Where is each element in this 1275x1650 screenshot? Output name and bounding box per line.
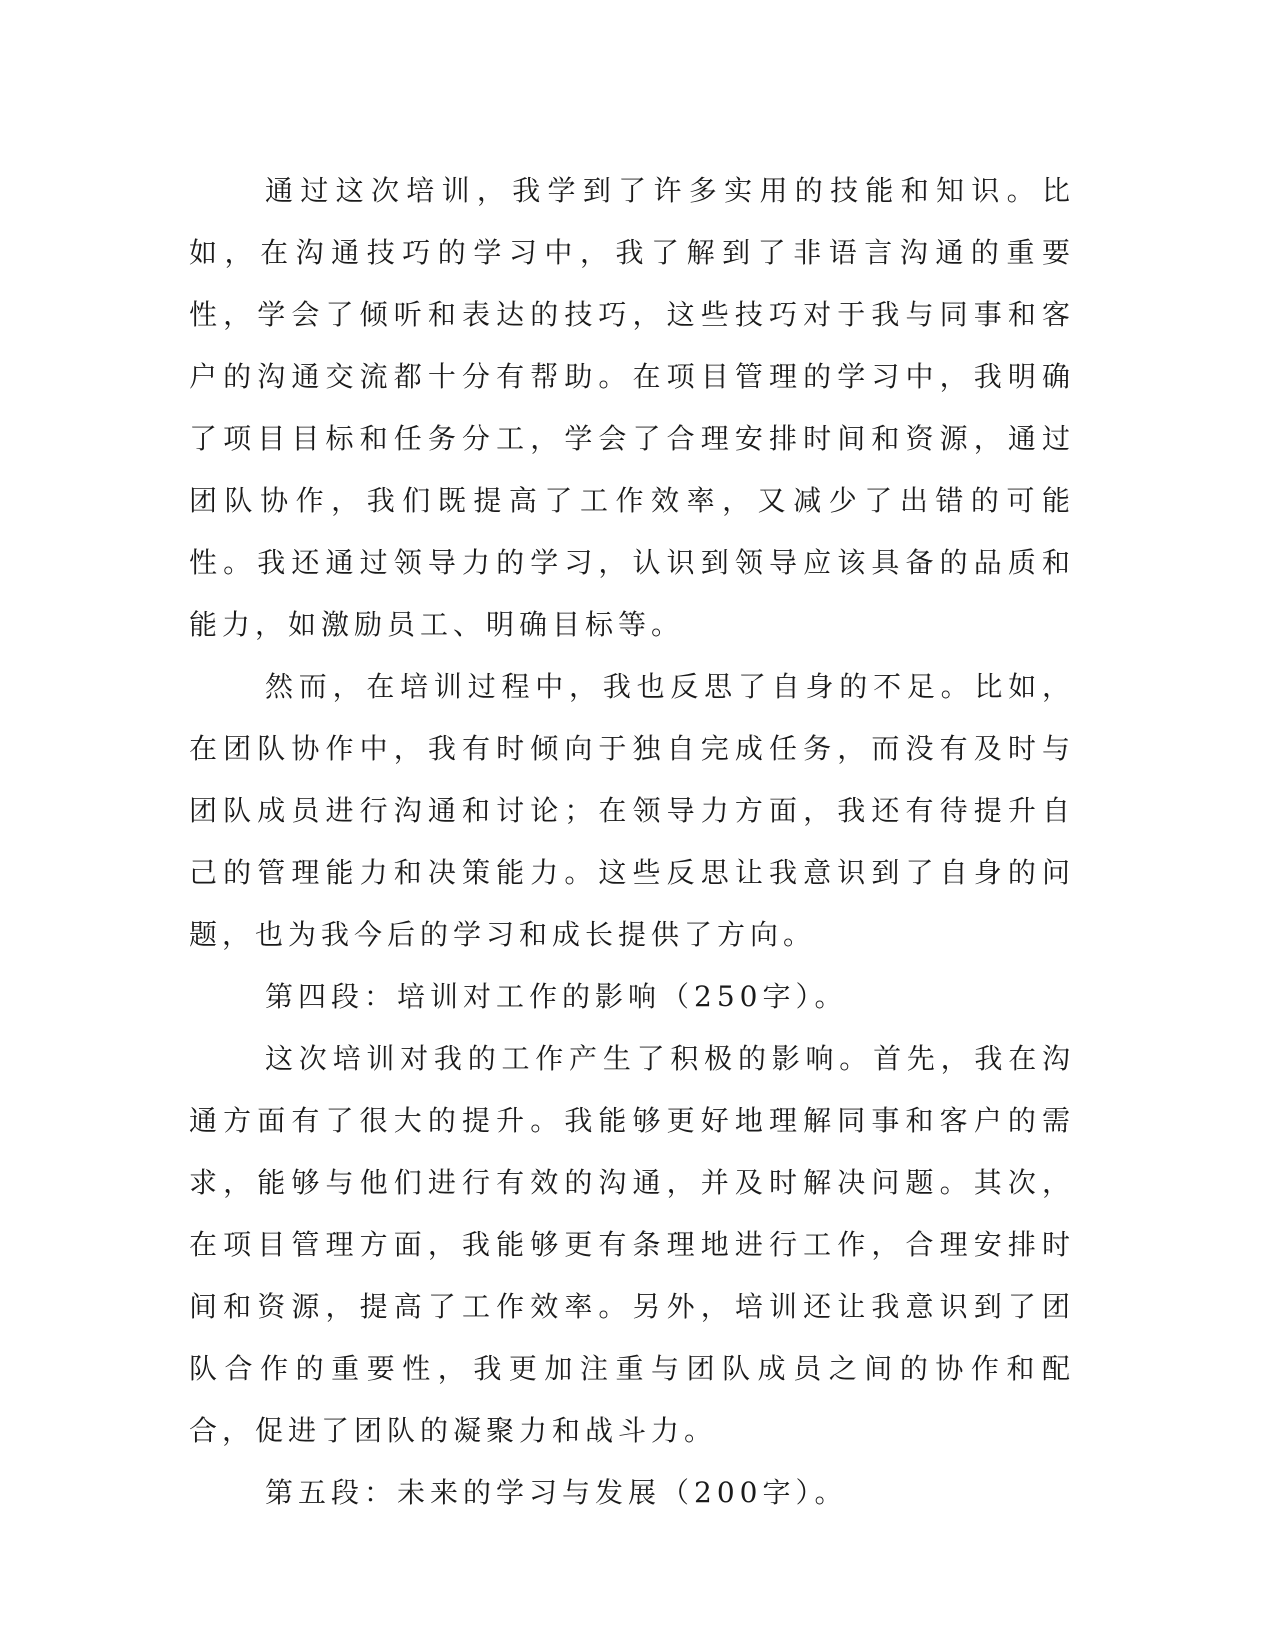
- paragraph-skills-learned: 通过这次培训，我学到了许多实用的技能和知识。比如，在沟通技巧的学习中，我了解到了非语言沟通的重要性，学会了倾听和表达的技巧，这些技巧对于我与同事和客户的沟通交流都十分有帮助。在项目管理的学习中，我明确了项目目标和任务分工，学会了合理安排时间和资源，通过团队协作，我们既提高了工作效率，又减少了出错的可能性。我还通过领导力的学习，认识到领导应该具备的品质和能力，如激励员工、明确目标等。: [189, 174, 1075, 641]
- document-body: [189, 160, 1075, 1524]
- section-heading-5: 第五段：未来的学习与发展（200字）。: [265, 1476, 848, 1509]
- section-heading-4: 第四段：培训对工作的影响（250字）。: [265, 980, 848, 1013]
- paragraph-self-reflection: 然而，在培训过程中，我也反思了自身的不足。比如，在团队协作中，我有时倾向于独自完成任务，而没有及时与团队成员进行沟通和讨论；在领导力方面，我还有待提升自己的管理能力和决策能力。这些反思让我意识到了自身的问题，也为我今后的学习和成长提供了方向。: [189, 670, 1075, 951]
- paragraph-work-impact: 这次培训对我的工作产生了积极的影响。首先，我在沟通方面有了很大的提升。我能够更好地理解同事和客户的需求，能够与他们进行有效的沟通，并及时解决问题。其次，在项目管理方面，我能够更有条理地进行工作，合理安排时间和资源，提高了工作效率。另外，培训还让我意识到了团队合作的重要性，我更加注重与团队成员之间的协作和配合，促进了团队的凝聚力和战斗力。: [189, 1042, 1075, 1447]
